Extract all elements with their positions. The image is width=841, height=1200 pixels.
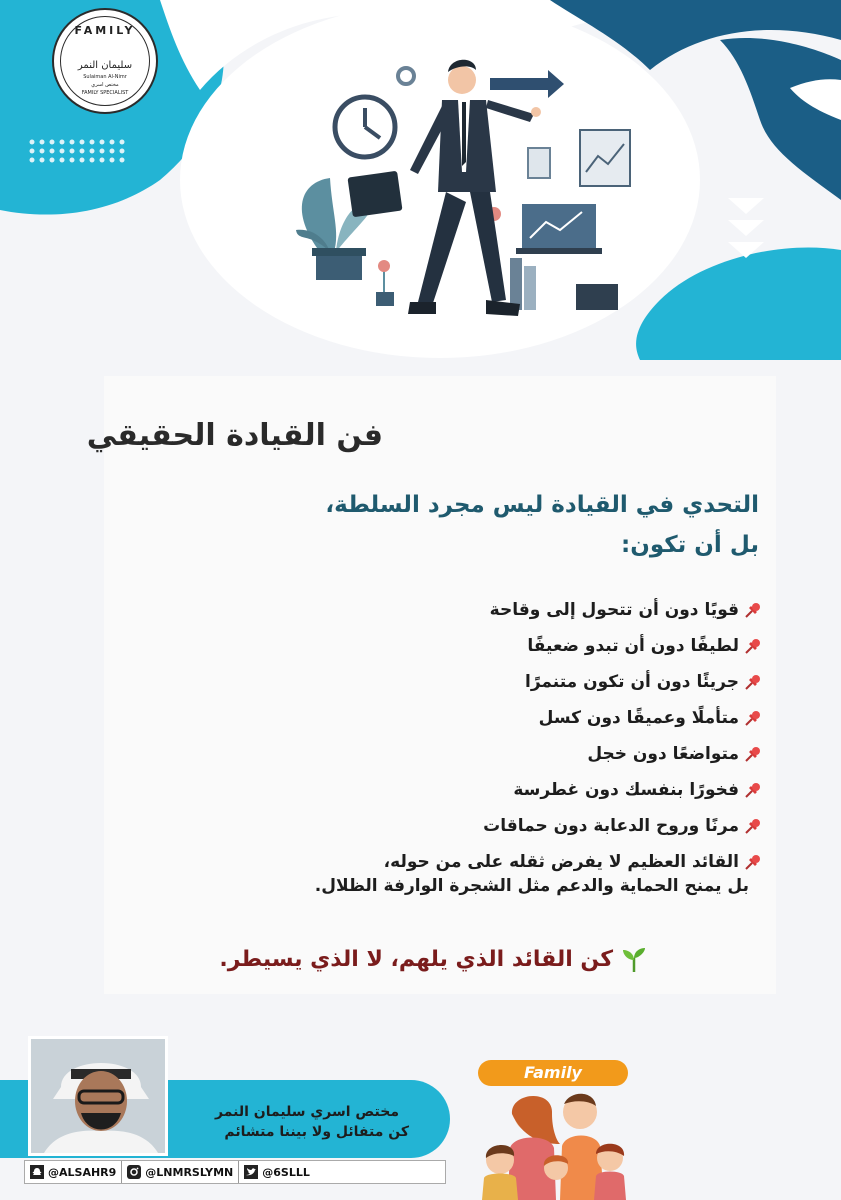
list-item xyxy=(384,628,763,664)
pushpin-icon xyxy=(743,852,763,872)
list-item xyxy=(384,844,763,880)
intro-line-1: التحدي في القيادة ليس مجرد السلطة، xyxy=(325,492,759,518)
family-badge xyxy=(478,1060,628,1086)
snapchat-handle[interactable] xyxy=(25,1161,122,1183)
seedling-icon xyxy=(619,944,649,974)
businessman-illustration xyxy=(290,52,640,332)
instagram-text: @LNMRSLYMN xyxy=(145,1165,234,1179)
family-badge-text: Family xyxy=(524,1063,582,1082)
closing-line: بل يمنح الحماية والدعم مثل الشجرة الوارفة الظلال. xyxy=(314,876,749,896)
twitter-handle[interactable] xyxy=(239,1161,315,1183)
point-text: متأملًا وعميقًا دون كسل xyxy=(538,708,739,728)
list-item xyxy=(384,736,763,772)
pushpin-icon xyxy=(743,636,763,656)
list-item xyxy=(384,664,763,700)
author-tagline: كن متفائل ولا بيننا متشائم xyxy=(224,1124,409,1140)
pushpin-icon xyxy=(743,600,763,620)
pushpin-icon xyxy=(743,672,763,692)
intro-line-2: بل أن تكون: xyxy=(621,532,759,558)
list-item xyxy=(384,808,763,844)
twitter-text: @6SLLL xyxy=(262,1165,310,1179)
point-text: مرنًا وروح الدعابة دون حماقات xyxy=(483,816,739,836)
list-item xyxy=(384,772,763,808)
twitter-icon xyxy=(244,1165,258,1179)
family-illustration xyxy=(470,1088,640,1200)
social-bar xyxy=(24,1160,446,1184)
pushpin-icon xyxy=(743,708,763,728)
list-item xyxy=(384,700,763,736)
motto xyxy=(219,944,649,974)
family-logo xyxy=(52,8,158,114)
logo-family-text: FAMILY xyxy=(74,24,136,37)
pushpin-icon xyxy=(743,780,763,800)
snapchat-text: @ALSAHR9 xyxy=(48,1165,117,1179)
chevrons-down-icon xyxy=(728,198,764,258)
logo-arabic-name: سليمان النمر xyxy=(77,60,133,71)
logo-specialist-ar: مختص اسري xyxy=(91,82,119,88)
author-title: مختص اسري سليمان النمر xyxy=(215,1104,399,1120)
snapchat-icon xyxy=(30,1165,44,1179)
pushpin-icon xyxy=(743,816,763,836)
point-text: متواضعًا دون خجل xyxy=(587,744,739,764)
logo-specialist-en: FAMILY SPECIALIST xyxy=(81,90,129,96)
point-text: القائد العظيم لا يفرض ثقله على من حوله، xyxy=(383,852,739,872)
person-avatar-icon xyxy=(31,1039,168,1156)
author-photo xyxy=(28,1036,168,1156)
point-text: قويًا دون أن تتحول إلى وقاحة xyxy=(489,600,739,620)
instagram-icon xyxy=(127,1165,141,1179)
points-list xyxy=(384,592,763,880)
point-text: لطيفًا دون أن تبدو ضعيفًا xyxy=(527,636,739,656)
motto-text: كن القائد الذي يلهم، لا الذي يسيطر. xyxy=(219,946,613,972)
point-text: فخورًا بنفسك دون غطرسة xyxy=(513,780,739,800)
page-title: فن القيادة الحقيقي xyxy=(86,418,383,453)
logo-english-name: Sulaiman Al-Nimr xyxy=(83,74,127,80)
pushpin-icon xyxy=(743,744,763,764)
instagram-handle[interactable] xyxy=(122,1161,239,1183)
list-item xyxy=(384,592,763,628)
point-text: جريئًا دون أن تكون متنمرًا xyxy=(525,672,739,692)
